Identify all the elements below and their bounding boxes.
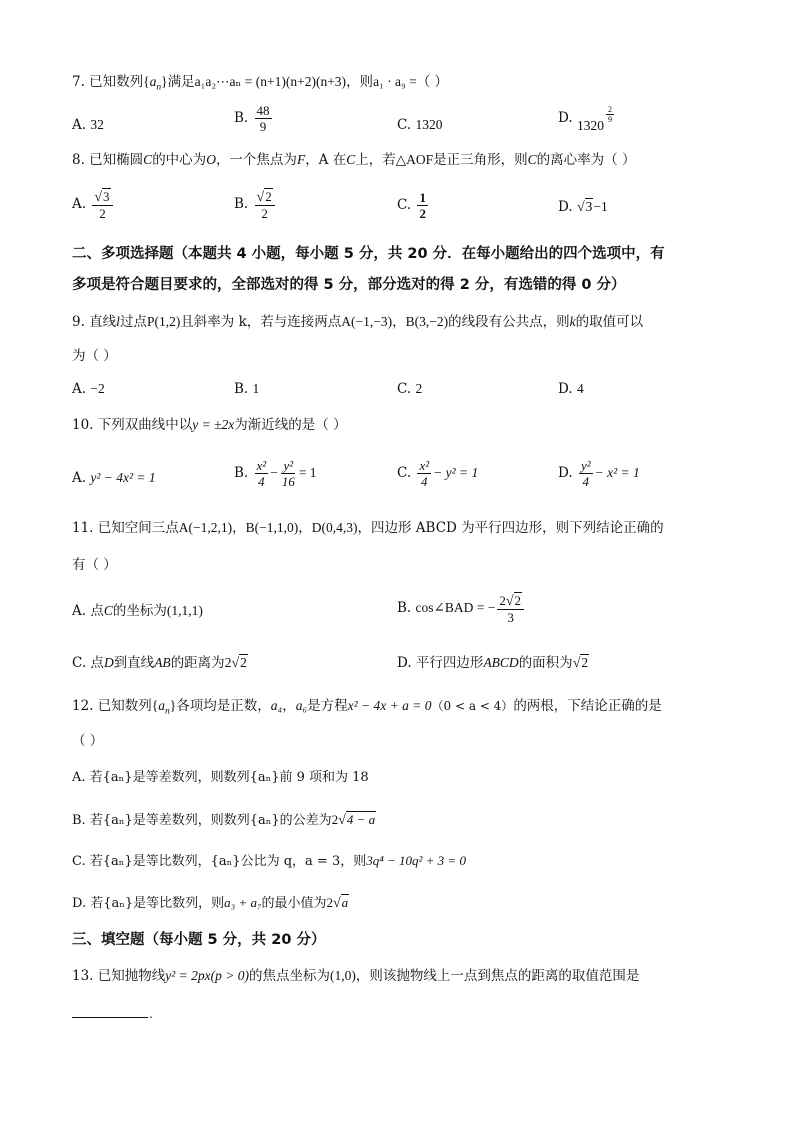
question-12-line-2: （ ）	[72, 733, 104, 749]
q7-text2: ，则	[346, 74, 374, 90]
section-2-line-1: 二、多项选择题（本题共 4 小题，每小题 5 分，共 20 分．在每小题给出的四个选项中，有	[72, 246, 665, 262]
q9-option-d: D. 4	[558, 381, 584, 397]
q10-option-c: C. $\frac{\text{x²}}{4}$ − y² = 1	[397, 458, 479, 489]
question-11: 11. 已知空间三点A(−1,2,1)，B(−1,1,0)，D(0,4,3)，四边形 ABCD 为平行四边形，则下列结论正确的	[72, 520, 664, 536]
q13-end-period: .	[149, 1007, 153, 1021]
q10-option-a: A. y² − 4x² = 1	[72, 470, 156, 486]
q7-option-c: C. 1320	[397, 117, 443, 133]
q8-option-c: C. $\frac{1}{2}$	[397, 190, 426, 221]
question-13: 13. 已知抛物线y² = 2px(p > 0)的焦点坐标为(1,0)，则该抛物线上一点到焦点的距离的取值范围是	[72, 968, 640, 984]
q7-expr: a₁a₂⋯aₙ = (n+1)(n+2)(n+3)	[194, 74, 347, 89]
answer-blank[interactable]	[72, 1017, 148, 1018]
q7-prefix: 7. 已知数列	[72, 74, 144, 90]
q10-option-d: D. $\frac{\text{y²}}{4}$ − x² = 1	[558, 458, 640, 489]
q7-option-d: D. 1320 $\frac{2}{9}$	[558, 105, 612, 133]
q7-paren: （ ）	[416, 74, 448, 90]
q11-option-a: A. 点C的坐标为(1,1,1)	[72, 603, 203, 619]
q11-option-b: B. cos∠BAD = − $\frac{2√2}{3}$	[397, 592, 526, 625]
q11-option-c: C. 点D到直线AB的距离为2√2	[72, 655, 247, 671]
q12-option-c: C. 若{aₙ}是等比数列，{aₙ}公比为 q，a = 3，则3q⁴ − 10q² + 3 = 0	[72, 853, 466, 869]
q8-option-a: A. $\frac{√3}{2}$	[72, 188, 115, 221]
question-10: 10. 下列双曲线中以y = ±2x为渐近线的是（ ）	[72, 417, 347, 433]
q8-option-d: D. √3−1	[558, 199, 608, 215]
q12-option-a: A. 若{aₙ}是等差数列，则数列{aₙ}前 9 项和为 18	[72, 770, 369, 785]
question-11-line-2: 有（ ）	[72, 557, 117, 573]
q12-option-b: B. 若{aₙ}是等差数列，则数列{aₙ}的公差为2√4 − a	[72, 812, 376, 828]
q7-expr2: a₁ · a₉ =	[373, 74, 417, 89]
q7-option-b: B. $\frac{48}{9}$	[234, 103, 270, 134]
question-12: 12. 已知数列$\{a_n\}$各项均是正数，a₄，a₆是方程x² − 4x + a = 0（0 < a < 4）的两根，下结论正确的是	[72, 698, 662, 717]
q9-option-c: C. 2	[397, 381, 423, 397]
q12-option-d: D. 若{aₙ}是等比数列，则a₃ + a₇的最小值为2√a	[72, 895, 349, 911]
q8-option-b: B. $\frac{√2}{2}$	[234, 188, 277, 221]
q9-option-b: B. 1	[234, 381, 260, 397]
question-9: 9. 直线l过点P(1,2)且斜率为 k，若与连接两点A(−1,−3)，B(3,−2)的线段有公共点，则k的取值可以	[72, 314, 644, 330]
question-9-line-2: 为（ ）	[72, 348, 117, 364]
q7-text1: 满足	[167, 74, 195, 90]
q10-option-b: B. $\frac{\text{x²}}{4}$ − $\frac{\text{y²}}{16}$ = 1	[234, 458, 317, 489]
q9-option-a: A. −2	[72, 381, 105, 397]
section-3-title: 三、填空题（每小题 5 分，共 20 分）	[72, 932, 326, 948]
q7-seq: $\{a_n\}$	[143, 74, 168, 93]
q11-option-d: D. 平行四边形ABCD的面积为√2	[397, 655, 589, 671]
section-2-line-2: 多项是符合题目要求的，全部选对的得 5 分，部分选对的得 2 分，有选错的得 0 分）	[72, 277, 626, 293]
q7-option-a: A. 32	[72, 117, 104, 133]
question-8: 8. 已知椭圆C的中心为O，一个焦点为F，A 在C上，若△AOF是正三角形，则C的离心率为（ ）	[72, 152, 636, 168]
question-7	[72, 72, 448, 98]
